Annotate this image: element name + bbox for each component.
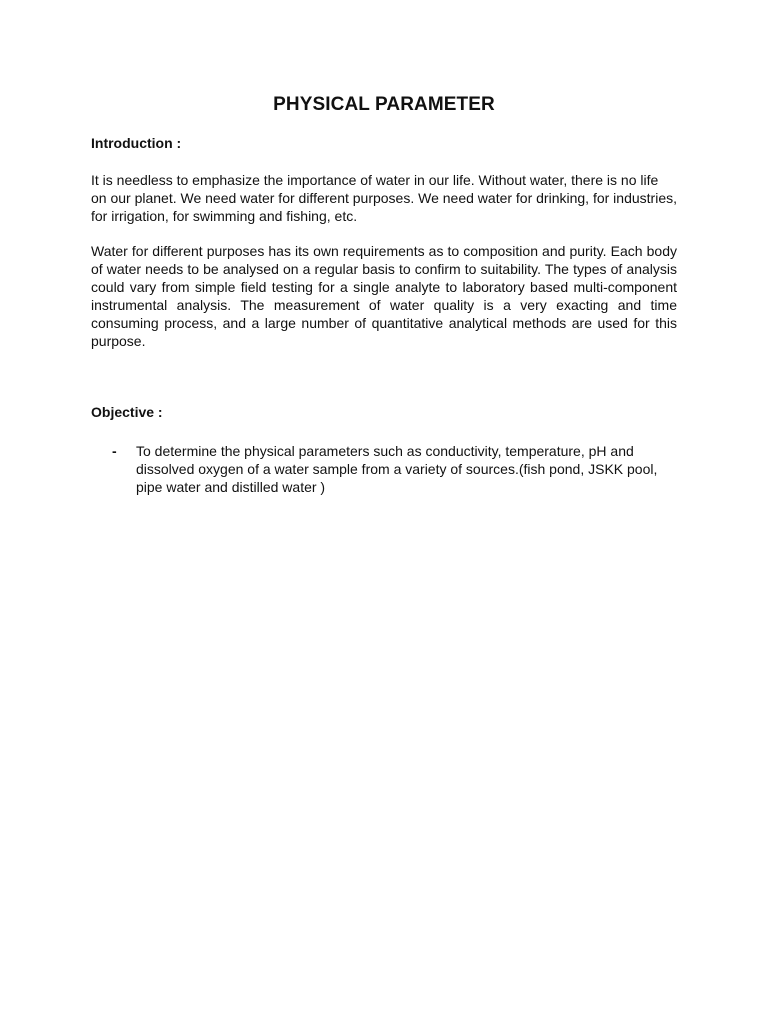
objective-heading: Objective :	[91, 404, 163, 420]
objective-list	[91, 442, 677, 496]
introduction-paragraph-1: It is needless to emphasize the importance of water in our life. Without water, there is no life on our planet. We need water for different purposes. We need water for drinking, for industries, for irrigation, for swimming and fishing, etc.	[91, 172, 677, 224]
page-title: PHYSICAL PARAMETER	[273, 94, 495, 115]
introduction-heading: Introduction :	[91, 135, 182, 151]
list-item	[91, 442, 677, 496]
objective-item-text: To determine the physical parameters such as conductivity, temperature, pH and dissolved oxygen of a water sample from a variety of sources.(fish pond, JSKK pool, pipe water and distilled water )	[136, 443, 658, 495]
introduction-paragraph-2: Water for different purposes has its own requirements as to composition and purity. Each body of water needs to be analysed on a regular basis to confirm to suitability. The types of analysis could vary from simple field testing for a single analyte to laboratory based multi-component instrumental analysis. The measurement of water quality is a very exacting and time consuming process, and a large number of quantitative analytical methods are used for this purpose.	[91, 243, 677, 349]
bullet-dash-icon: -	[112, 443, 117, 459]
